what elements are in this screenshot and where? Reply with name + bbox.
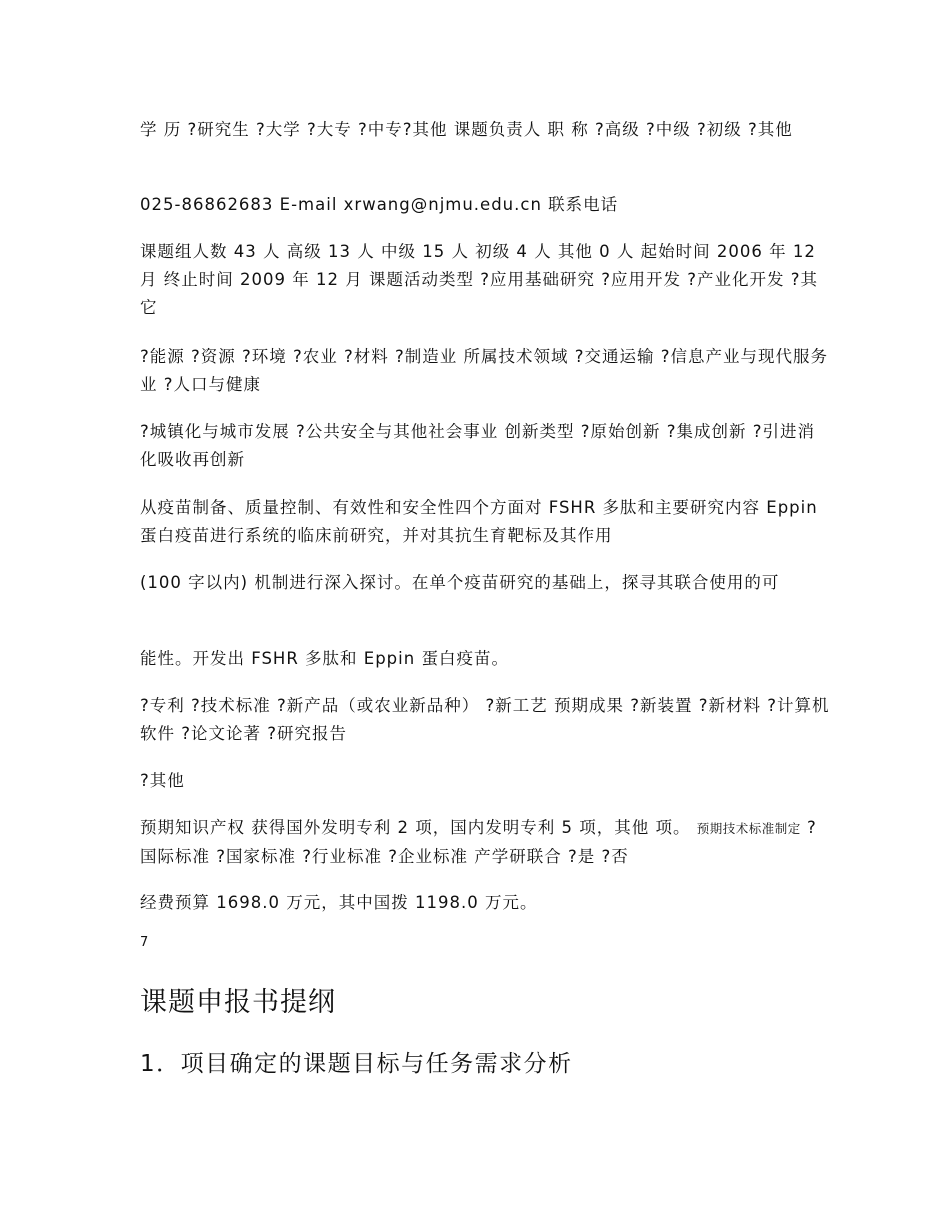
innovation-type-line: ?城镇化与城市发展 ?公共安全与其他社会事业 创新类型 ?原始创新 ?集成创新 ?引进消化吸收再创新: [140, 422, 816, 469]
standards-options: ?国际标准 ?国家标准 ?行业标准 ?企业标准 产学研联合 ?是 ?否: [140, 818, 817, 866]
page-title: 课题申报书提纲: [140, 987, 336, 1018]
ip-text: 预期知识产权 获得国外发明专利 2 项，国内发明专利 5 项，其他 项。: [140, 818, 691, 837]
ip-standards-line: [140, 814, 830, 871]
education-title-line: 学 历 ?研究生 ?大学 ?大专 ?中专?其他 课题负责人 职 称 ?高级 ?中级 ?初级 ?其他: [140, 120, 793, 139]
other-line: ?其他: [140, 771, 185, 790]
tech-field-line: ?能源 ?资源 ?环境 ?农业 ?材料 ?制造业 所属技术领域 ?交通运输 ?信息产业与现代服务业 ?人口与健康: [140, 347, 829, 394]
expected-results-line: ?专利 ?技术标准 ?新产品（或农业新品种） ?新工艺 预期成果 ?新装置 ?新材料 ?计算机软件 ?论文论著 ?研究报告: [140, 696, 830, 743]
page-number: 7: [140, 935, 149, 950]
team-info-line: 课题组人数 43 人 高级 13 人 中级 15 人 初级 4 人 其他 0 人 起始时间 2006 年 12 月 终止时间 2009 年 12 月 课题活动类型 ?应用基础研究 ?应用开发 ?产业化开发 ?其它: [140, 242, 818, 317]
research-content-line-1: 从疫苗制备、质量控制、有效性和安全性四个方面对 FSHR 多肽和主要研究内容 Eppin 蛋白疫苗进行系统的临床前研究，并对其抗生育靶标及其作用: [140, 498, 818, 545]
research-content-line-3: 能性。开发出 FSHR 多肽和 Eppin 蛋白疫苗。: [140, 649, 509, 668]
budget-line: 经费预算 1698.0 万元，其中国拨 1198.0 万元。: [140, 893, 538, 912]
standards-label: 预期技术标准制定: [696, 821, 801, 836]
research-content-line-2: (100 字以内) 机制进行深入探讨。在单个疫苗研究的基础上，探寻其联合使用的可: [140, 573, 780, 592]
contact-line: 025-86862683 E-mail xrwang@njmu.edu.cn 联系电话: [140, 195, 619, 214]
section-heading: 1．项目确定的课题目标与任务需求分析: [140, 1051, 573, 1077]
